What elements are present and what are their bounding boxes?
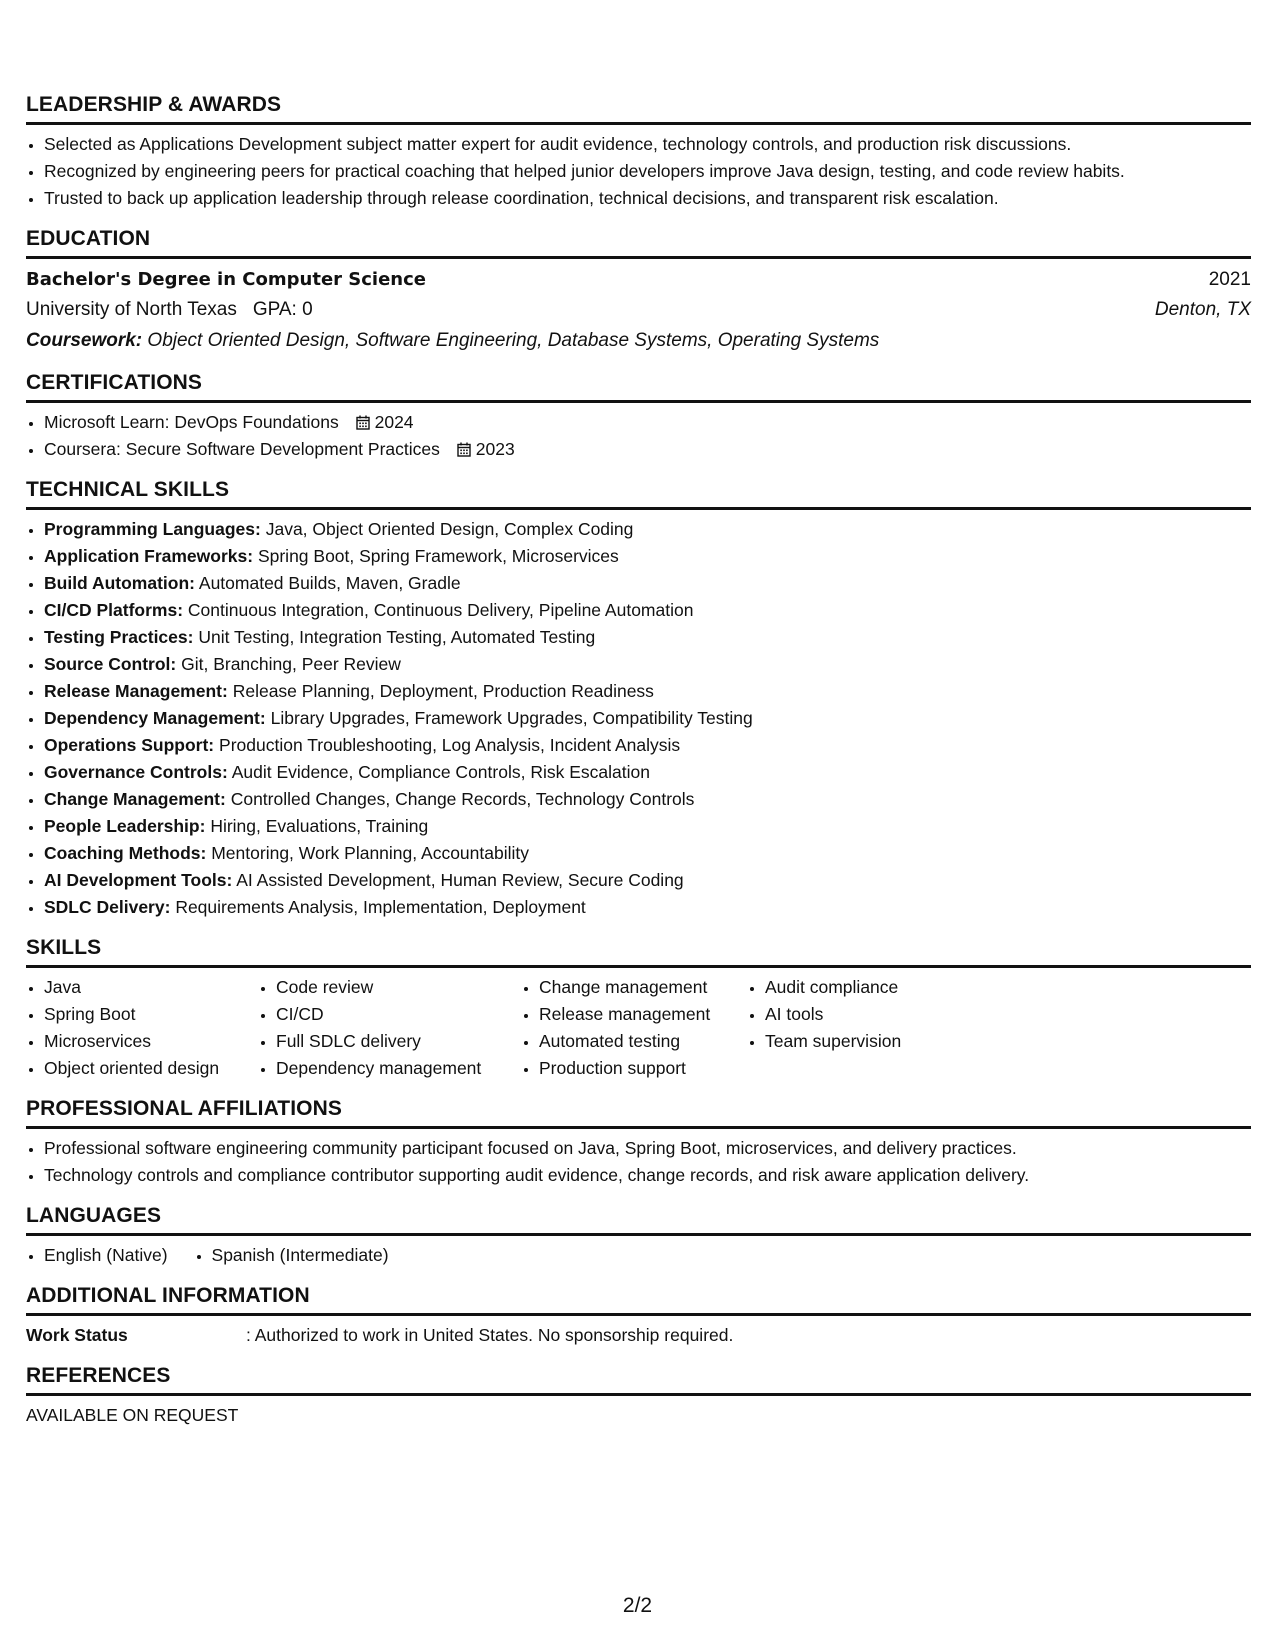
list-item: • Trusted to back up application leadership through release coordination, technical decisions, and transparent risk escalation.: [44, 185, 1251, 212]
skills-column: [747, 974, 965, 1082]
list-item: • Spring Boot: [44, 1001, 258, 1028]
certifications-list: [26, 409, 1251, 463]
list-item: [44, 436, 1251, 463]
affiliations-heading: PROFESSIONAL AFFILIATIONS: [26, 1096, 1251, 1129]
list-item: • Change management: [539, 974, 747, 1001]
list-item: • Technology controls and compliance contributor supporting audit evidence, change records, and risk aware application delivery.: [44, 1162, 1251, 1189]
skills-column: [521, 974, 747, 1082]
list-item: • AI tools: [765, 1001, 965, 1028]
technical-skills-heading: TECHNICAL SKILLS: [26, 477, 1251, 510]
skills-section: [26, 935, 1251, 1082]
list-item: • Release management: [539, 1001, 747, 1028]
skill-label: Dependency Management:: [44, 708, 266, 728]
list-item: • Java: [44, 974, 258, 1001]
education-degree-row: [26, 265, 1251, 295]
skill-label: People Leadership:: [44, 816, 206, 836]
skill-value: Java, Object Oriented Design, Complex Coding: [265, 519, 634, 539]
skill-label: Source Control:: [44, 654, 177, 674]
calendar-icon: [457, 442, 471, 457]
skill-label: Change Management:: [44, 789, 226, 809]
skill-label: Testing Practices:: [44, 627, 194, 647]
education-gpa: GPA: 0: [252, 299, 313, 320]
skills-column: [26, 974, 258, 1082]
languages-list: [26, 1242, 168, 1269]
list-item: • Object oriented design: [44, 1055, 258, 1082]
education-location: Denton, TX: [1154, 299, 1251, 320]
languages-heading: LANGUAGES: [26, 1203, 1251, 1236]
list-item: [44, 624, 1251, 651]
list-item: [44, 759, 1251, 786]
work-status-row: [26, 1322, 1251, 1349]
list-item: [44, 570, 1251, 597]
list-item: [44, 678, 1251, 705]
list-item: [44, 516, 1251, 543]
affiliations-list: [26, 1135, 1251, 1189]
leadership-section: [26, 92, 1251, 212]
skill-value: Mentoring, Work Planning, Accountability: [211, 843, 529, 863]
skill-value: AI Assisted Development, Human Review, Secure Coding: [236, 870, 684, 890]
skill-value: Requirements Analysis, Implementation, Deployment: [175, 897, 586, 917]
references-heading: REFERENCES: [26, 1363, 1251, 1396]
education-school: University of North Texas: [26, 299, 237, 320]
additional-section: [26, 1283, 1251, 1349]
skill-value: Spring Boot, Spring Framework, Microservices: [257, 546, 619, 566]
list-item: • Professional software engineering community participant focused on Java, Spring Boot, microservices, and delivery practices.: [44, 1135, 1251, 1162]
list-item: [44, 840, 1251, 867]
leadership-list: [26, 131, 1251, 212]
skill-label: AI Development Tools:: [44, 870, 233, 890]
skill-value: Audit Evidence, Compliance Controls, Risk Escalation: [231, 762, 650, 782]
list-item: • Microservices: [44, 1028, 258, 1055]
references-text: AVAILABLE ON REQUEST: [26, 1405, 239, 1425]
skills-grid: [26, 974, 1251, 1082]
work-status-value: : Authorized to work in United States. No sponsorship required.: [246, 1325, 734, 1345]
list-item: [44, 543, 1251, 570]
education-coursework: [26, 325, 1251, 356]
list-item: • Automated testing: [539, 1028, 747, 1055]
list-item: [44, 867, 1251, 894]
languages-row: [26, 1242, 1251, 1269]
skill-label: Application Frameworks:: [44, 546, 254, 566]
list-item: • Team supervision: [765, 1028, 965, 1055]
affiliations-section: [26, 1096, 1251, 1189]
certification-name: Coursera: Secure Software Development Practices: [44, 439, 440, 459]
list-item: [44, 813, 1251, 840]
coursework-value: Object Oriented Design, Software Engineering, Database Systems, Operating Systems: [147, 330, 880, 351]
skill-value: Production Troubleshooting, Log Analysis, Incident Analysis: [219, 735, 681, 755]
technical-skills-section: [26, 477, 1251, 921]
skill-value: Unit Testing, Integration Testing, Automated Testing: [198, 627, 596, 647]
skills-column: [258, 974, 521, 1082]
list-item: [44, 705, 1251, 732]
skill-value: Automated Builds, Maven, Gradle: [198, 573, 461, 593]
skill-label: Build Automation:: [44, 573, 195, 593]
coursework-label: Coursework:: [26, 330, 143, 351]
additional-heading: ADDITIONAL INFORMATION: [26, 1283, 1251, 1316]
skill-value: Git, Branching, Peer Review: [181, 654, 401, 674]
education-school-row: [26, 295, 1251, 325]
skill-label: Governance Controls:: [44, 762, 228, 782]
resume-content: [26, 92, 1251, 1443]
languages-section: [26, 1203, 1251, 1269]
skill-label: SDLC Delivery:: [44, 897, 171, 917]
skill-label: Programming Languages:: [44, 519, 261, 539]
leadership-heading: LEADERSHIP & AWARDS: [26, 92, 1251, 125]
list-item: [44, 732, 1251, 759]
list-item: • English (Native): [44, 1242, 168, 1269]
skill-value: Hiring, Evaluations, Training: [210, 816, 429, 836]
calendar-icon: [356, 415, 370, 430]
skill-label: CI/CD Platforms:: [44, 600, 184, 620]
list-item: • Dependency management: [276, 1055, 521, 1082]
list-item: • Selected as Applications Development subject matter expert for audit evidence, technology controls, and production risk discussions.: [44, 131, 1251, 158]
list-item: [44, 786, 1251, 813]
certifications-section: [26, 370, 1251, 463]
skill-label: Operations Support:: [44, 735, 215, 755]
education-year: 2021: [1208, 269, 1251, 290]
skill-label: Coaching Methods:: [44, 843, 207, 863]
skill-value: Release Planning, Deployment, Production Readiness: [232, 681, 654, 701]
education-heading: EDUCATION: [26, 226, 1251, 259]
skill-value: Controlled Changes, Change Records, Technology Controls: [230, 789, 695, 809]
list-item: • Code review: [276, 974, 521, 1001]
certification-year: 2023: [475, 439, 515, 459]
technical-skills-list: [26, 516, 1251, 921]
list-item: [44, 597, 1251, 624]
list-item: • Production support: [539, 1055, 747, 1082]
certifications-heading: CERTIFICATIONS: [26, 370, 1251, 403]
page-number: 2/2: [622, 1594, 653, 1617]
certification-name: Microsoft Learn: DevOps Foundations: [44, 412, 339, 432]
list-item: [44, 894, 1251, 921]
certification-year: 2024: [374, 412, 414, 432]
list-item: [44, 651, 1251, 678]
skill-label: Release Management:: [44, 681, 228, 701]
list-item: • Recognized by engineering peers for practical coaching that helped junior developers improve Java design, testing, and code review habits.: [44, 158, 1251, 185]
work-status-label: Work Status: [26, 1325, 128, 1345]
education-school-group: [26, 295, 313, 325]
skill-value: Continuous Integration, Continuous Delivery, Pipeline Automation: [187, 600, 694, 620]
skills-heading: SKILLS: [26, 935, 1251, 968]
languages-list: [194, 1242, 389, 1269]
education-section: [26, 226, 1251, 356]
list-item: • CI/CD: [276, 1001, 521, 1028]
list-item: • Full SDLC delivery: [276, 1028, 521, 1055]
skill-value: Library Upgrades, Framework Upgrades, Compatibility Testing: [270, 708, 753, 728]
list-item: [44, 409, 1251, 436]
list-item: • Spanish (Intermediate): [212, 1242, 389, 1269]
education-degree: Bachelor's Degree in Computer Science: [26, 269, 426, 290]
list-item: • Audit compliance: [765, 974, 965, 1001]
references-section: [26, 1363, 1251, 1429]
